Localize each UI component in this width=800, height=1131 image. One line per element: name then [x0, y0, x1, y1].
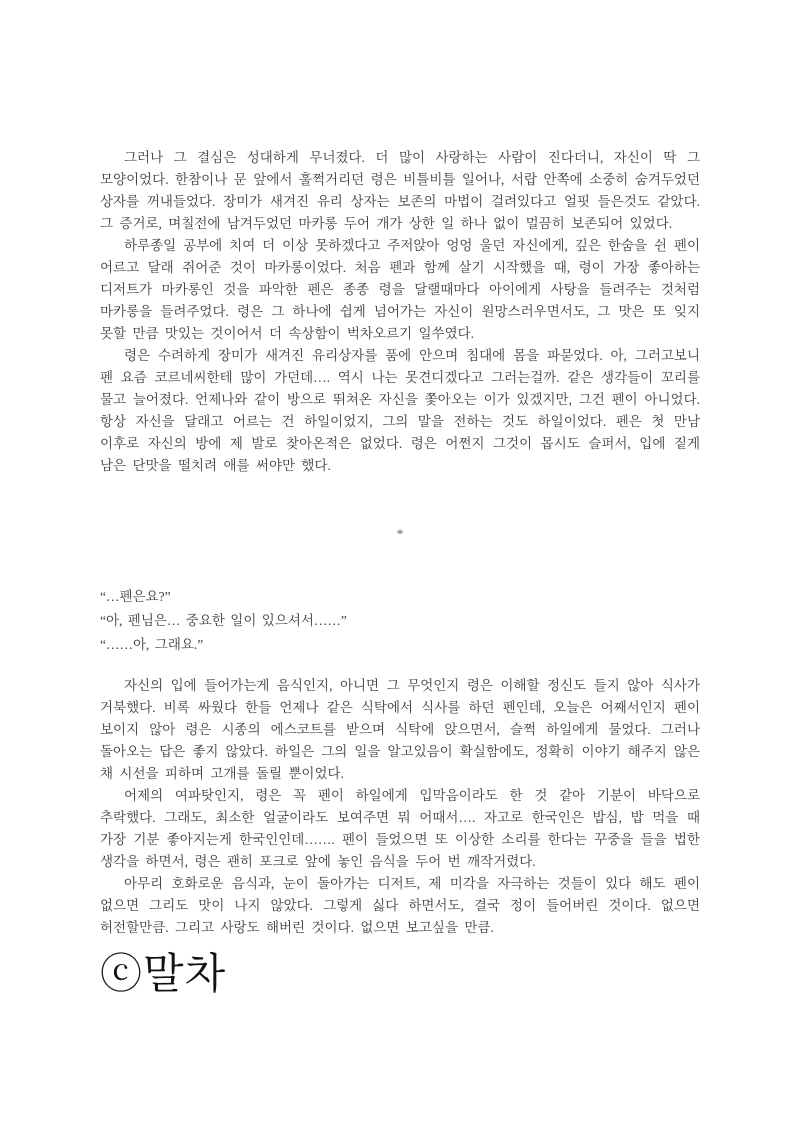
story-paragraph-3: 령은 수려하게 장미가 새겨진 유리상자를 품에 안으며 침대에 몸을 파묻었다. 아, 그러고보니 펜 요즘 코르네씨한테 많이 가던데…. 역시 나는 못견디겠다고 그러는걸까. 같은 생각들이 꼬리를 물고 늘어졌다. 언제나와 같이 방으로 뛰쳐온 자신을 쫓아오는 이가 있겠지만, 그건 펜이 아니었다. 항상 자신을 달래고 어르는 건 하일이었지, 그의 말을 전하는 것도 하일이었다. 펜은 첫 만남 이후로 자신의 방에 제 발로 찾아온적은 없었다. 령은 어쩐지 그것이 몹시도 슬퍼서, 입에 짙게 남은 단맛을 떨치려 애를 써야만 했다. — [100, 348, 700, 473]
dialogue-line-3: “……아, 그래요.” — [100, 637, 204, 652]
story-paragraph-5: 어제의 여파탓인지, 령은 꼭 펜이 하일에게 입막음이라도 한 것 같아 기분이 바닥으로 추락했다. 그래도, 최소한 얼굴이라도 보여주면 뭐 어때서…. 자고로 한국인은 밥심, 밥 먹을 때 가장 기분 좋아지는게 한국인인데……. 펜이 들었으면 또 이상한 소리를 한다는 꾸중을 들을 법한 생각을 하면서, 령은 괜히 포크로 앞에 놓인 음식을 두어 번 깨작거렸다. — [100, 788, 700, 869]
dialogue-line-1: “…펜은요?” — [100, 589, 171, 604]
scene-divider-asterisk: * — [396, 526, 404, 541]
story-paragraph-4: 자신의 입에 들어가는게 음식인지, 아니면 그 무엇인지 령은 이해할 정신도 들지 않아 식사가 거북했다. 비록 싸웠다 한들 언제나 같은 식탁에서 식사를 하던 펜인데, 오늘은 어째서인지 펜이 보이지 않아 령은 시종의 에스코트를 받으며 식탁에 앉으면서, 슬쩍 하일에게 물었다. 그러나 돌아오는 답은 좋지 않았다. 하일은 그의 일을 알고있음이 확실함에도, 정확히 이야기 해주지 않은 채 시선을 피하며 고개를 돌릴 뿐이었다. — [100, 678, 700, 781]
dialogue-block — [100, 585, 700, 657]
story-paragraph-2: 하루종일 공부에 치여 더 이상 못하겠다고 주저앉아 엉엉 울던 자신에게, 깊은 한숨을 쉰 펜이 어르고 달래 쥐어준 것이 마카롱이었다. 처음 펜과 함께 살기 시작했을 때, 령이 가장 좋아하는 디저트가 마카롱인 것을 파악한 펜은 종종 령을 달랠때마다 아이에게 사탕을 들려주는 것처럼 마카롱을 들려주었다. 령은 그 하나에 쉽게 넘어가는 자신이 원망스러우면서도, 그 맛은 또 잊지 못할 만큼 맛있는 것이어서 더 속상함이 벅차오르기 일쑤였다. — [100, 238, 700, 341]
dialogue-line-2: “아, 펜님은… 중요한 일이 있으셔서……” — [100, 613, 347, 628]
author-watermark: ⓒ말차 — [100, 952, 227, 998]
story-paragraph-1: 그러나 그 결심은 성대하게 무너졌다. 더 많이 사랑하는 사람이 진다더니, 자신이 딱 그 모양이었다. 한참이나 문 앞에서 훌쩍거리던 령은 비틀비틀 일어나, 서랍 안쪽에 소중히 숨겨두었던 상자를 꺼내들었다. 장미가 새겨진 유리 상자는 보존의 마법이 걸려있다고 얼핏 들은것도 같았다. 그 증거로, 며칠전에 남겨두었던 마카롱 두어 개가 상한 일 하나 없이 멀끔히 보존되어 있었다. — [100, 150, 700, 231]
story-paragraph-6: 아무리 호화로운 음식과, 눈이 돌아가는 디저트, 제 미각을 자극하는 것들이 있다 해도 펜이 없으면 그리도 맛이 나지 않았다. 그렇게 싫다 하면서도, 결국 정이 들어버린 것이다. 없으면 허전할만큼. 그리고 사랑도 해버린 것이다. 없으면 보고싶을 만큼. — [100, 876, 700, 935]
story-text-block — [100, 147, 700, 997]
